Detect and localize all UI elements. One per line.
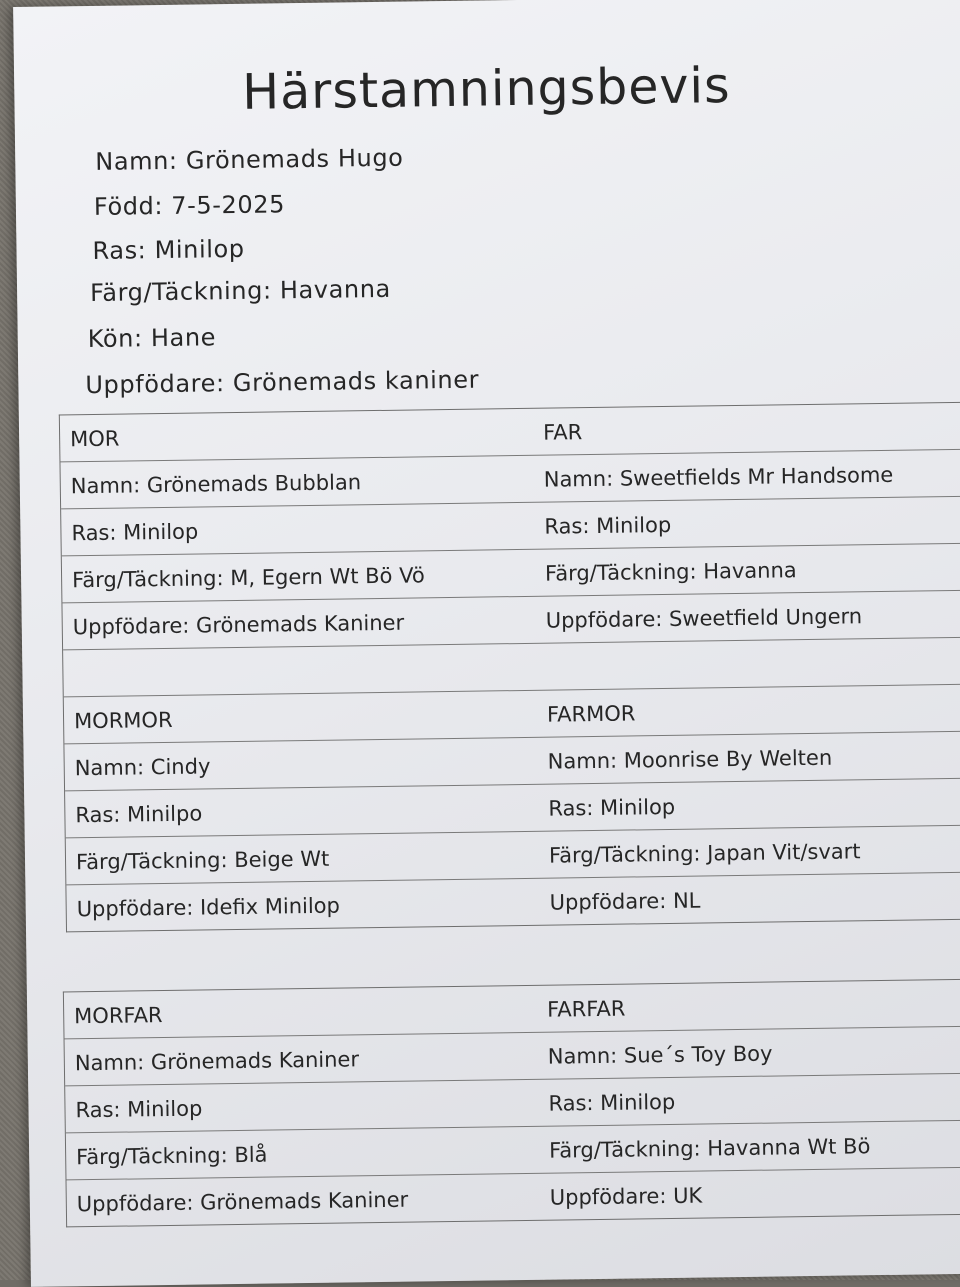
paternal-grandfather-header: FARFAR [546, 996, 626, 1022]
paternal-grandmother-name: Namn: Moonrise By Welten [547, 745, 833, 774]
paternal-grandmother-color: Färg/Täckning: Japan Vit/svart [548, 839, 861, 868]
parents-grandmothers-table [59, 402, 960, 933]
animal-birth-date: Född: 7-5-2025 [93, 190, 286, 221]
mother-name: Namn: Grönemads Bubblan [70, 470, 362, 499]
maternal-grandfather-header: MORFAR [74, 1003, 163, 1029]
mother-breeder: Uppfödare: Grönemads Kaniner [72, 610, 405, 640]
maternal-grandmother-header: MORMOR [73, 707, 173, 734]
maternal-grandmother-name: Namn: Cindy [74, 754, 211, 781]
maternal-grandfather-breed: Ras: Minilop [75, 1096, 203, 1123]
father-name: Namn: Sweetfields Mr Handsome [543, 462, 894, 492]
mother-color: Färg/Täckning: M, Egern Wt Bö Vö [71, 563, 425, 593]
father-header: FAR [542, 420, 583, 445]
pedigree-paper [13, 0, 960, 1287]
maternal-grandmother-breed: Ras: Minilpo [75, 801, 203, 828]
paternal-grandfather-color: Färg/Täckning: Havanna Wt Bö [548, 1134, 871, 1163]
animal-sex: Kön: Hane [87, 323, 217, 354]
father-breeder: Uppfödare: Sweetfield Ungern [545, 604, 863, 633]
document-title: Härstamningsbevis [241, 57, 731, 121]
mother-breed: Ras: Minilop [71, 519, 199, 546]
father-breed: Ras: Minilop [544, 512, 672, 539]
animal-breeder: Uppfödare: Grönemads kaniner [85, 365, 480, 400]
animal-color: Färg/Täckning: Havanna [89, 274, 392, 307]
paternal-grandfather-breed: Ras: Minilop [548, 1089, 676, 1116]
maternal-grandmother-breeder: Uppfödare: Idefix Minilop [76, 893, 341, 922]
mother-header: MOR [69, 426, 120, 452]
father-color: Färg/Täckning: Havanna [544, 558, 797, 586]
paternal-grandfather-name: Namn: Sue´s Toy Boy [547, 1041, 773, 1069]
paternal-grandmother-header: FARMOR [546, 701, 636, 727]
maternal-grandmother-color: Färg/Täckning: Beige Wt [75, 846, 330, 875]
animal-name: Namn: Grönemads Hugo [95, 143, 404, 176]
animal-breed: Ras: Minilop [92, 234, 245, 265]
maternal-grandfather-color: Färg/Täckning: Blå [76, 1142, 268, 1170]
maternal-grandfather-breeder: Uppfödare: Grönemads Kaniner [76, 1187, 409, 1217]
paternal-grandfather-breeder: Uppfödare: UK [549, 1183, 703, 1210]
maternal-grandfather-name: Namn: Grönemads Kaniner [74, 1047, 360, 1076]
paternal-grandmother-breeder: Uppfödare: NL [549, 888, 701, 915]
grandfathers-table [63, 979, 960, 1228]
paternal-grandmother-breed: Ras: Minilop [548, 794, 676, 821]
